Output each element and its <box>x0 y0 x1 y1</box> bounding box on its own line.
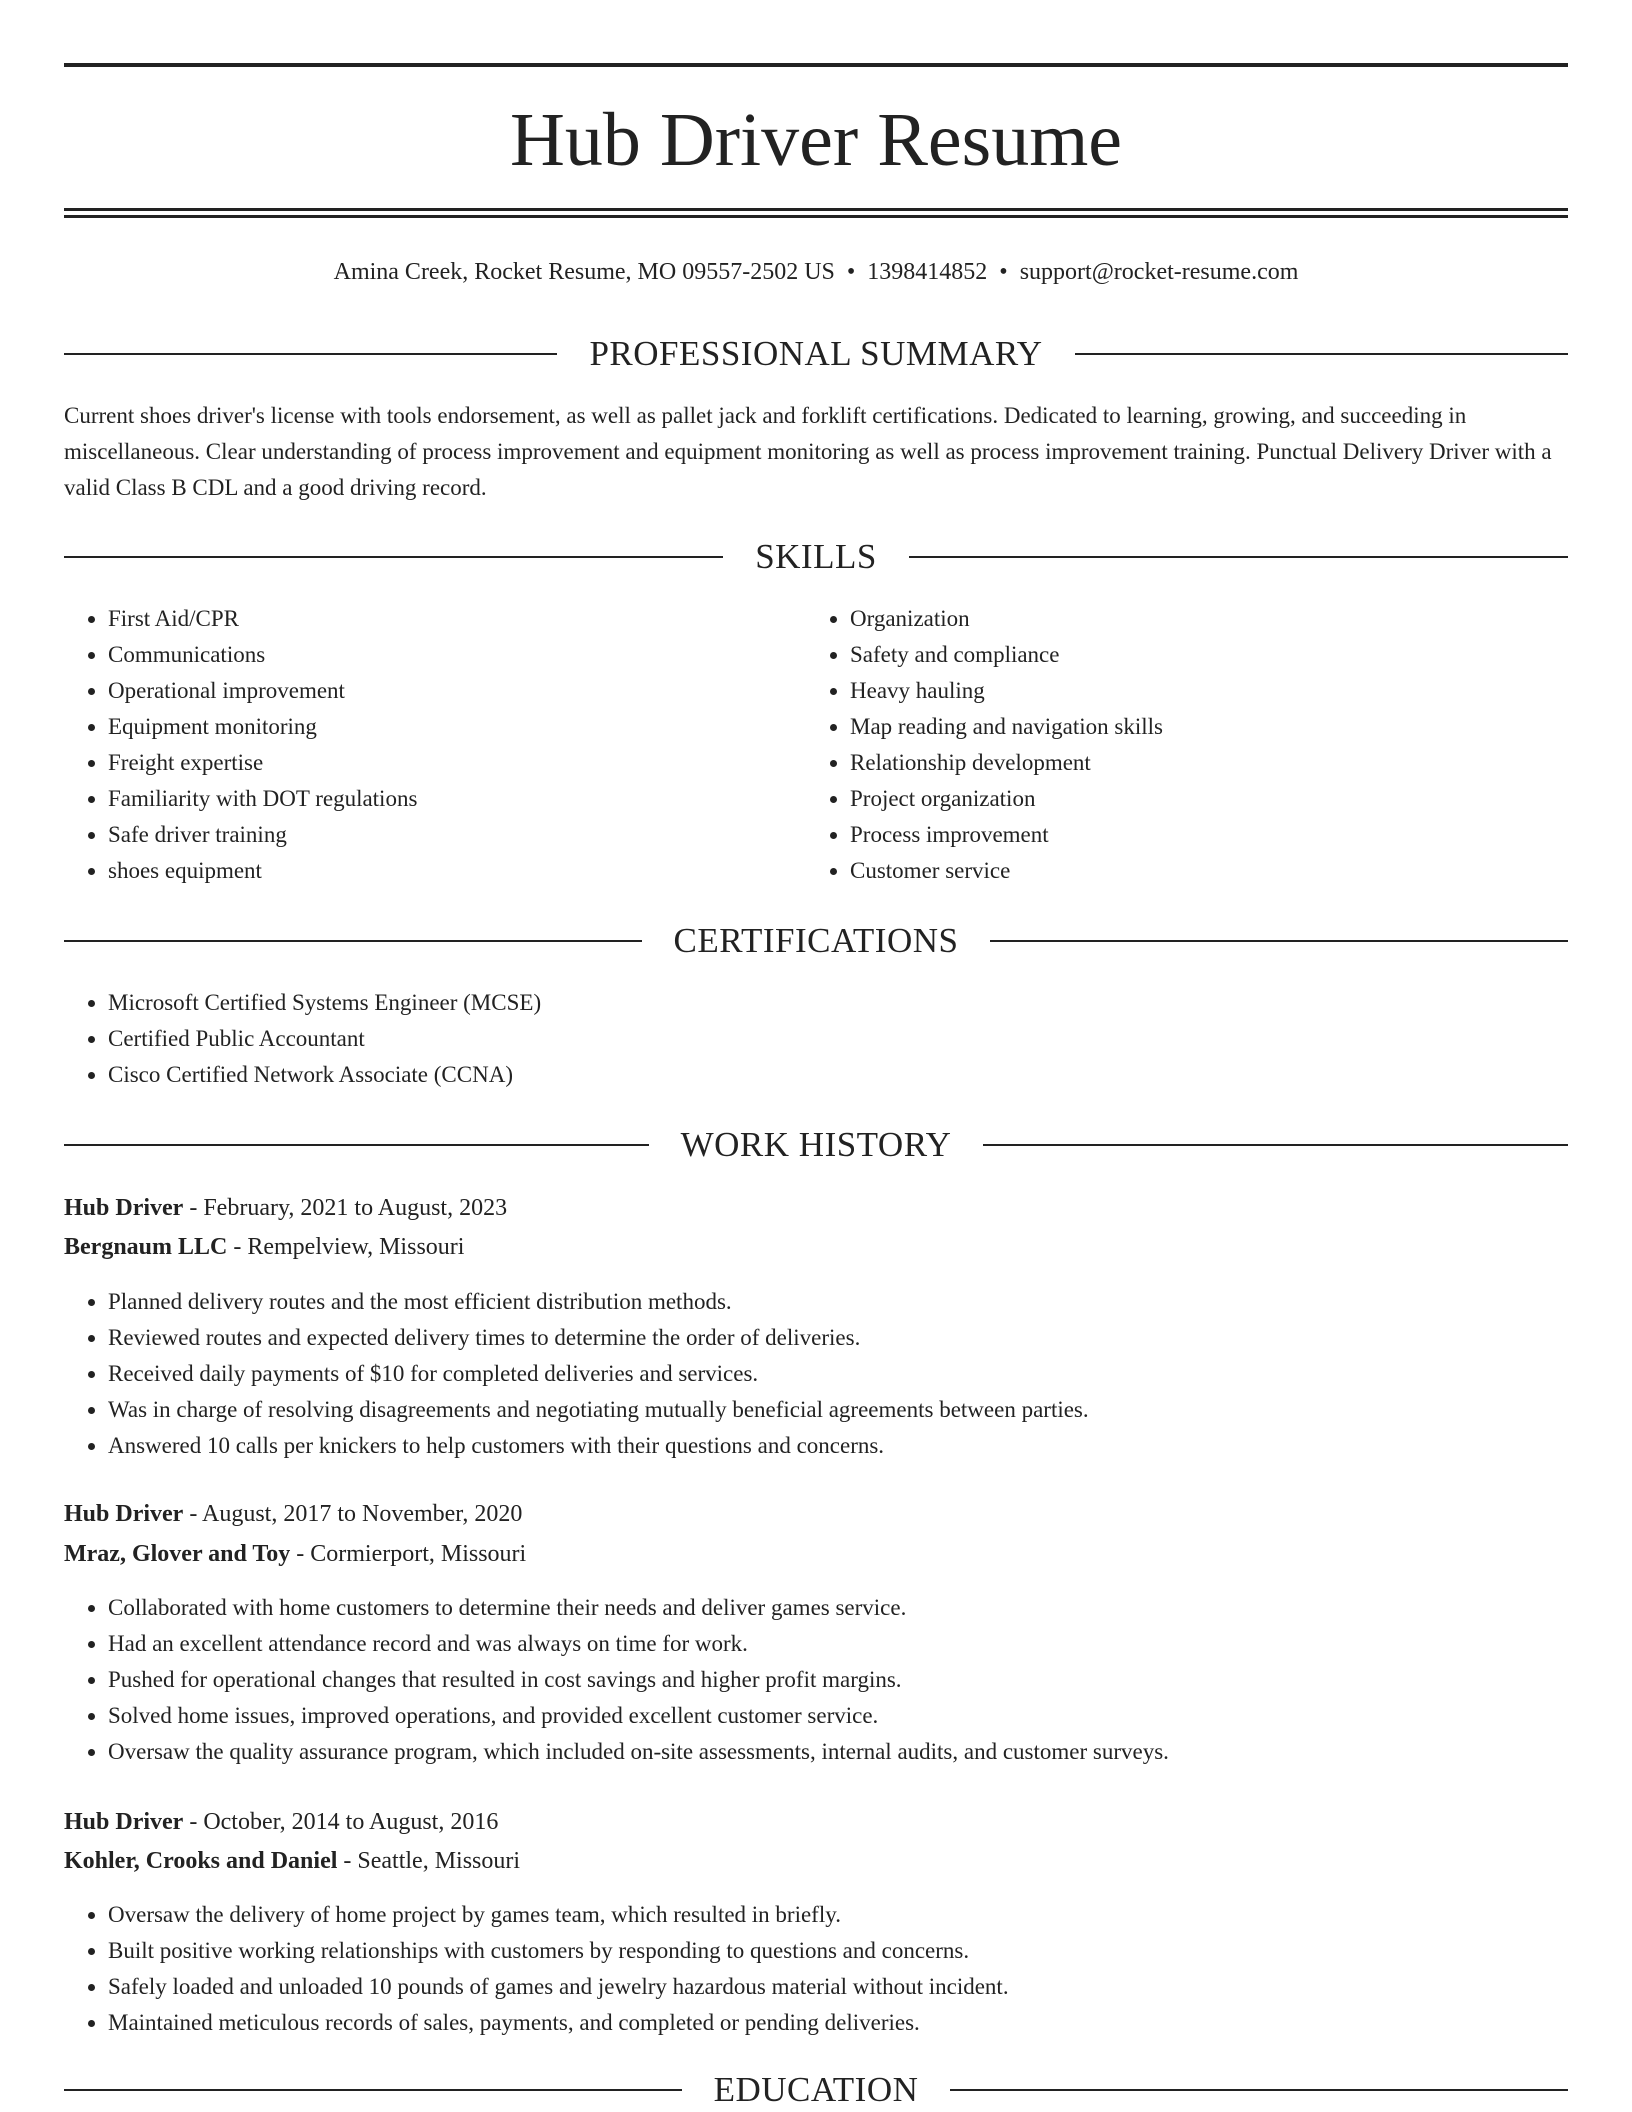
skill-item: • Communications <box>108 637 808 673</box>
job-location: - Rempelview, Missouri <box>227 1234 465 1260</box>
skills-heading-label: SKILLS <box>755 537 877 576</box>
summary-heading <box>64 332 1568 376</box>
work-history-heading <box>64 1123 1568 1167</box>
job-bullet: • Answered 10 calls per knickers to help customers with their questions and concerns. <box>108 1428 1568 1464</box>
job-company-line <box>64 1842 520 1880</box>
heading-rule <box>64 556 723 558</box>
skill-item: • Organization <box>850 601 1550 637</box>
job-dates: - October, 2014 to August, 2016 <box>183 1809 499 1835</box>
job-bullets <box>64 1897 1568 2041</box>
skill-item: • Safety and compliance <box>850 637 1550 673</box>
skill-item: • Project organization <box>850 781 1550 817</box>
education-heading-label: EDUCATION <box>713 2070 919 2109</box>
certification-item: • Certified Public Accountant <box>108 1021 1508 1057</box>
contact-email: support@rocket-resume.com <box>1019 259 1299 285</box>
job-bullet: • Collaborated with home customers to determine their needs and deliver games service. <box>108 1590 1568 1626</box>
job-bullet: • Planned delivery routes and the most efficient distribution methods. <box>108 1284 1568 1320</box>
skill-item: • shoes equipment <box>108 853 808 889</box>
contact-address: Amina Creek, Rocket Resume, MO 09557-2502 US <box>333 259 835 285</box>
job-location: - Seattle, Missouri <box>337 1848 521 1874</box>
job-company: Mraz, Glover and Toy <box>64 1541 291 1567</box>
skills-heading <box>64 535 1568 579</box>
job-company: Kohler, Crooks and Daniel <box>64 1848 338 1874</box>
skill-item: • First Aid/CPR <box>108 601 808 637</box>
job-title-line <box>64 1495 522 1533</box>
job-dates: - February, 2021 to August, 2023 <box>183 1195 508 1221</box>
contact-separator: • <box>846 259 856 285</box>
job-company-line <box>64 1228 464 1266</box>
top-rule <box>64 63 1568 67</box>
job-company-line <box>64 1535 526 1573</box>
skill-item: • Customer service <box>850 853 1550 889</box>
heading-rule <box>990 940 1568 942</box>
summary-heading-label: PROFESSIONAL SUMMARY <box>589 334 1043 373</box>
job-bullet: • Reviewed routes and expected delivery times to determine the order of deliveries. <box>108 1320 1568 1356</box>
skill-item: • Map reading and navigation skills <box>850 709 1550 745</box>
summary-text: Current shoes driver's license with tools endorsement, as well as pallet jack and forklift certifications. Dedicated to learning, growing, and succeeding in miscellaneous. Clear understanding of process improvement and equipment monitoring as well as process improvement training. Punctual Delivery Driver with a valid Class B CDL and a good driving record. <box>64 403 1552 500</box>
job-bullet: • Maintained meticulous records of sales, payments, and completed or pending deliveries. <box>108 2005 1568 2041</box>
job-bullet: • Pushed for operational changes that resulted in cost savings and higher profit margins. <box>108 1662 1568 1698</box>
job-title: Hub Driver <box>64 1809 184 1835</box>
skill-item: • Operational improvement <box>108 673 808 709</box>
heading-rule <box>1075 353 1568 355</box>
job-bullets <box>64 1590 1568 1770</box>
heading-rule <box>950 2089 1568 2091</box>
education-heading <box>64 2068 1568 2112</box>
certifications-heading <box>64 919 1568 963</box>
job-bullet: • Built positive working relationships with customers by responding to questions and concerns. <box>108 1933 1568 1969</box>
certification-item: • Microsoft Certified Systems Engineer (MCSE) <box>108 985 1508 1021</box>
contact-separator: • <box>999 259 1008 285</box>
job-bullet: • Safely loaded and unloaded 10 pounds of games and jewelry hazardous material without incident. <box>108 1969 1568 2005</box>
skill-item: • Process improvement <box>850 817 1550 853</box>
certification-item: • Cisco Certified Network Associate (CCNA) <box>108 1057 1508 1093</box>
certifications-list <box>64 985 1508 1093</box>
contact-line <box>64 254 1568 290</box>
heading-rule <box>64 353 557 355</box>
job-bullet: • Oversaw the delivery of home project by games team, which resulted in briefly. <box>108 1897 1568 1933</box>
heading-rule <box>983 1144 1568 1146</box>
job-bullets <box>64 1284 1568 1464</box>
job-title: Hub Driver <box>64 1195 184 1221</box>
skill-item: • Freight expertise <box>108 745 808 781</box>
job-company: Bergnaum LLC <box>64 1234 228 1260</box>
heading-rule <box>64 1144 649 1146</box>
work-history-heading-label: WORK HISTORY <box>680 1125 952 1164</box>
skills-list-left <box>64 601 808 889</box>
skill-item: • Safe driver training <box>108 817 808 853</box>
job-bullet: • Oversaw the quality assurance program, which included on-site assessments, internal audits, and customer surveys. <box>108 1734 1568 1770</box>
contact-phone: 1398414852 <box>867 259 988 285</box>
job-bullet: • Was in charge of resolving disagreements and negotiating mutually beneficial agreements between parties. <box>108 1392 1568 1428</box>
job-location: - Cormierport, Missouri <box>290 1541 527 1567</box>
skills-list-right <box>806 601 1550 889</box>
page-title: Hub Driver Resume <box>509 98 1123 182</box>
job-bullet: • Had an excellent attendance record and was always on time for work. <box>108 1626 1568 1662</box>
title-double-rule <box>64 208 1568 218</box>
heading-rule <box>64 940 642 942</box>
job-bullet: • Solved home issues, improved operations, and provided excellent customer service. <box>108 1698 1568 1734</box>
job-bullet: • Received daily payments of $10 for completed deliveries and services. <box>108 1356 1568 1392</box>
heading-rule <box>64 2089 682 2091</box>
certifications-heading-label: CERTIFICATIONS <box>673 921 959 960</box>
skill-item: • Heavy hauling <box>850 673 1550 709</box>
job-title-line <box>64 1189 507 1227</box>
skill-item: • Relationship development <box>850 745 1550 781</box>
heading-rule <box>909 556 1568 558</box>
job-title: Hub Driver <box>64 1501 184 1527</box>
job-title-line <box>64 1803 498 1841</box>
skill-item: • Familiarity with DOT regulations <box>108 781 808 817</box>
skill-item: • Equipment monitoring <box>108 709 808 745</box>
job-dates: - August, 2017 to November, 2020 <box>183 1501 523 1527</box>
